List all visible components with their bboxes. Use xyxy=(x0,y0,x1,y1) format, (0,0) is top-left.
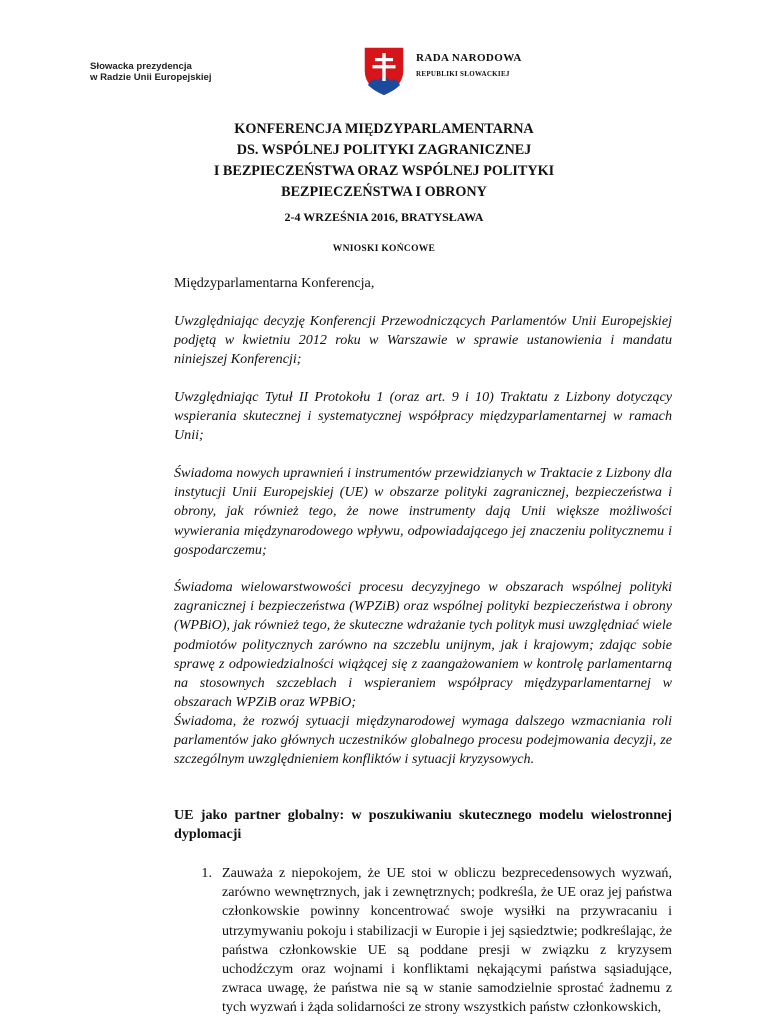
title-line-1: KONFERENCJA MIĘDZYPARLAMENTARNA xyxy=(234,121,534,137)
conference-title xyxy=(100,119,668,203)
section-heading: UE jako partner globalny: w poszukiwaniu skutecznego modelu wielostronnej dyplomacji xyxy=(174,807,672,843)
conclusions-heading: WNIOSKI KOŃCOWE xyxy=(332,244,436,254)
list-item-number: 1. xyxy=(201,865,212,881)
recital-paragraph: Uwzględniając Tytuł II Protokołu 1 (oraz art. 9 i 10) Traktatu z Lizbony dotyczący wspierania skutecznej i systematycznej współpracy międzyparlamentarnej w ramach Unii; xyxy=(174,389,672,444)
list-item-text: Zauważa z niepokojem, że UE stoi w obliczu bezprecedensowych wyzwań, zarówno wewnętrznych, jak i zewnętrznych; podkreśla, że UE oraz jej państwa członkowskie powinny koncentrować swoje wysiłki na przywracaniu i utrzymywaniu pokoju i stabilizacji w Europie i jej sąsiedztwie; podkreślając, że państwa członkowskie UE są poddane presji w związku z kryzysem uchodźczym oraz wojnami i konfliktami nękającymi państwa sąsiadujące, zwraca uwagę, że państwa nie są w stanie samodzielnie sprostać żadnemu z tych wyzwań i żąda solidarności ze strony wszystkich państw członkowskich, xyxy=(222,865,672,1016)
recital-paragraph: Świadoma nowych uprawnień i instrumentów przewidzianych w Traktacie z Lizbony dla instytucji Unii Europejskiej (UE) w obszarze polityki zagranicznej, bezpieczeństwa i obrony, jak również tego, że nowe instrumenty dają Unii większe możliwości wywierania międzynarodowego wpływu, odpowiadającego jej znaczeniu politycznemu i gospodarczemu; xyxy=(174,465,672,558)
conference-date: 2-4 WRZEŚNIA 2016, BRATYSŁAWA xyxy=(284,210,484,224)
title-line-2: DS. WSPÓLNEJ POLITYKI ZAGRANICZNEJ xyxy=(236,142,532,158)
intro-line: Międzyparlamentarna Konferencja, xyxy=(174,275,375,291)
presidency-line-1: Słowacka prezydencja xyxy=(90,61,192,72)
parliament-line-2: REPUBLIKI SŁOWACKIEJ xyxy=(416,70,510,78)
recital-paragraph: Świadoma wielowarstwowości procesu decyzyjnego w obszarach wspólnej polityki zagranicznej i bezpieczeństwa (WPZiB) oraz wspólnej polityki bezpieczeństwa i obrony (WPBiO), jak również tego, że skuteczne wdrażanie tych polityk musi uwzględniać wiele podmiotów politycznych zarówno na szczeblu unijnym, jak i krajowym; zdając sobie sprawę z odpowiedzialności wiążącej się z zaangażowaniem w kontrolę parlamentarną na stosownych szczeblach i wspieraniem współpracy międzyparlamentarnej w obszarach WPZiB oraz WPBiO; xyxy=(174,579,672,711)
title-line-4: BEZPIECZEŃSTWA I OBRONY xyxy=(281,184,487,200)
slovak-coat-of-arms-icon xyxy=(362,45,406,97)
recital-paragraph: Świadoma, że rozwój sytuacji międzynarodowej wymaga dalszego wzmacniania roli parlamentów jako głównych uczestników globalnego procesu podejmowania decyzji, ze szczególnym uwzględnieniem konfliktów i sytuacji kryzysowych. xyxy=(174,713,672,768)
presidency-label xyxy=(90,61,212,83)
title-line-3: I BEZPIECZEŃSTWA ORAZ WSPÓLNEJ POLITYKI xyxy=(213,163,555,179)
recital-paragraph: Uwzględniając decyzję Konferencji Przewodniczących Parlamentów Unii Europejskiej podjętą w kwietniu 2012 roku w Warszawie w sprawie ustanowienia i mandatu niniejszej Konferencji; xyxy=(174,313,672,368)
presidency-line-2: w Radzie Unii Europejskiej xyxy=(90,72,212,83)
parliament-line-1: RADA NARODOWA xyxy=(416,52,522,64)
parliament-label xyxy=(416,52,522,78)
